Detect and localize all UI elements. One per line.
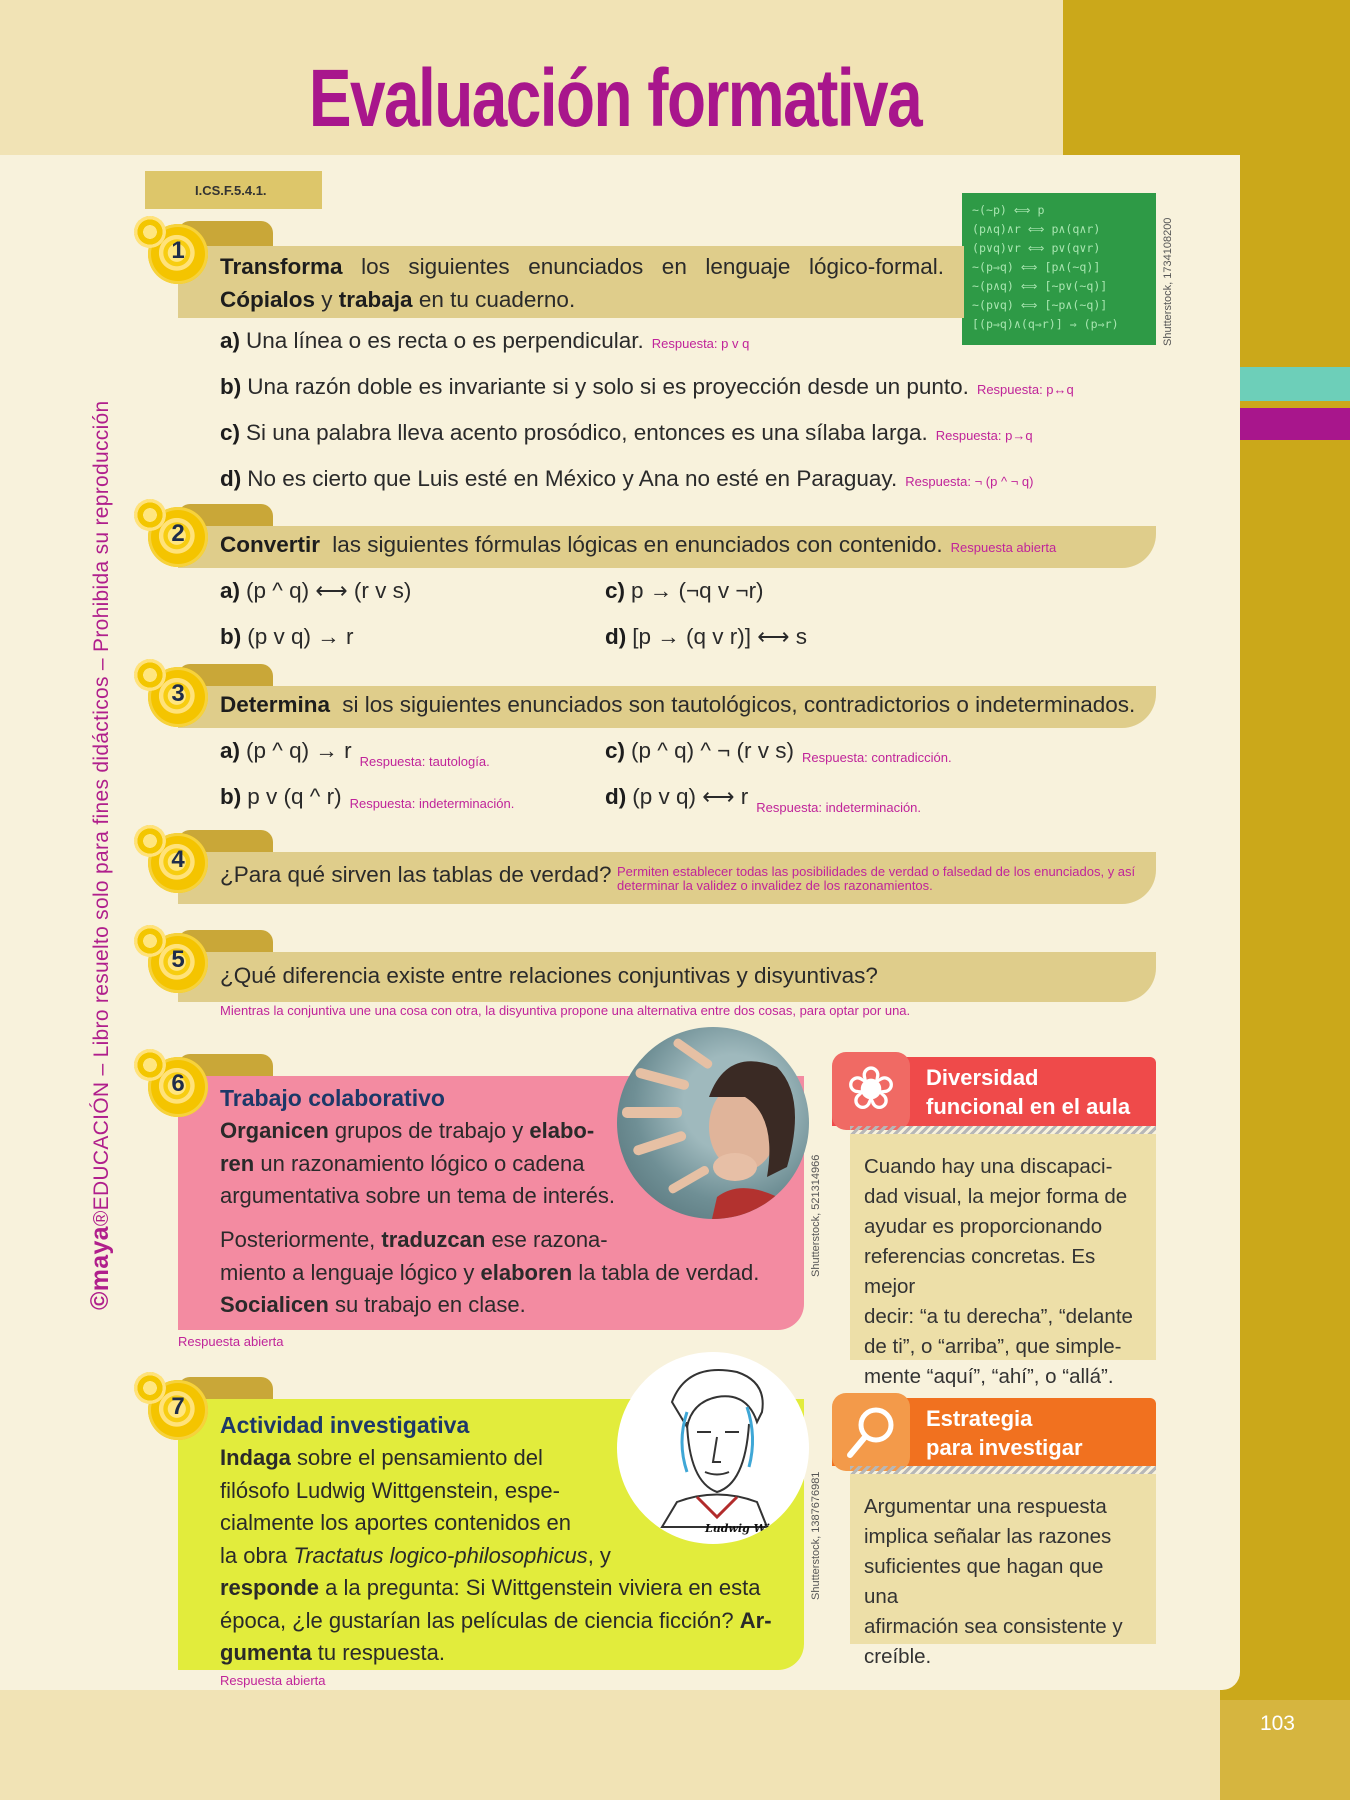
- portrait-caption: Ludwig Witt: [705, 1522, 781, 1535]
- question-3-item-b: b) p v (q ^ r) Respuesta: indeterminación.: [220, 784, 515, 811]
- bottom-strip: [0, 1690, 1220, 1800]
- question-2-text: Convertir las siguientes fórmulas lógicas en enunciados con contenido. Respuesta abierta: [220, 532, 1057, 557]
- question-number-badge: 2: [148, 507, 208, 567]
- magenta-accent-bar: [1240, 408, 1350, 440]
- answer-text: Respuesta: ¬ (p ^ ¬ q): [905, 474, 1034, 489]
- question-3-item-a: a) (p ^ q) → r $_{Respuesta: tautología.}$: [220, 738, 490, 769]
- collaborative-work-paragraph-1: Organicen grupos de trabajo y elabo- ren un razonamiento lógico o cadena argumentativa sobre un tema de interés.: [220, 1118, 616, 1208]
- question-number-badge: 6: [148, 1057, 208, 1117]
- diversity-card-title: Diversidad funcional en el aula: [832, 1057, 1156, 1126]
- mint-accent-bar: [1240, 367, 1350, 401]
- pointing-hands-photo: [617, 1027, 809, 1219]
- question-number-badge: 1: [148, 224, 208, 284]
- question-3-text: Determina si los siguientes enunciados son tautológicos, contradictorios o indeterminados.: [220, 692, 1136, 717]
- answer-text: Respuesta: p v q: [651, 336, 750, 351]
- question-6-answer: Respuesta abierta: [178, 1334, 284, 1349]
- question-7-answer: Respuesta abierta: [220, 1673, 326, 1688]
- question-4-answer: Permiten establecer todas las posibilidades de verdad o falsedad de los enunciados, y así determinar la validez o invalidez de los razonamientos.: [617, 864, 1136, 893]
- photo-credit: Shutterstock, 1734108200: [1162, 217, 1174, 346]
- answer-text: Respuesta: indeterminación.: [756, 800, 922, 815]
- magnifier-icon: [832, 1393, 910, 1471]
- collaborative-work-heading: Trabajo colaborativo: [220, 1085, 445, 1111]
- answer-text: Respuesta: contradicción.: [802, 750, 952, 765]
- question-4-text: ¿Para qué sirven las tablas de verdad?: [220, 862, 612, 887]
- question-2-item-d: d) [p → (q v r)] ⟷ s: [605, 624, 808, 649]
- question-2-item-a: a) (p ^ q) ⟷ (r v s): [220, 578, 412, 603]
- answer-text: Respuesta: tautología.: [359, 754, 490, 769]
- card-shadow-pattern: [850, 1466, 1156, 1474]
- research-activity-heading: Actividad investigativa: [220, 1412, 470, 1438]
- question-3-item-d: d) (p v q) ⟷ r $_{Respuesta: indeterminación.}$: [605, 784, 922, 815]
- question-number-badge: 4: [148, 833, 208, 893]
- indicator-code: I.CS.F.5.4.1.: [145, 171, 322, 209]
- brand-logo-text: ©maya: [86, 1226, 114, 1310]
- collaborative-work-paragraph-2: Posteriormente, traduzcan ese razona- miento a lenguaje lógico y elaboren la tabla de verdad. Socialicen su trabajo en clase.: [220, 1227, 760, 1317]
- question-number-badge: 5: [148, 933, 208, 993]
- question-1-item-a: a) Una línea o es recta o es perpendicular. Respuesta: p v q: [220, 328, 750, 353]
- question-2-item-b: b) (p v q) → r: [220, 624, 354, 649]
- asterisk-flower-icon: ❀: [832, 1052, 910, 1130]
- card-shadow-pattern: [850, 1126, 1156, 1134]
- page-number: 103: [1259, 1712, 1295, 1735]
- research-activity-text: Indaga sobre el pensamiento del filósofo Ludwig Wittgenstein, espe- cialmente los aportes contenidos en la obra Tractatus logico-philosophicus, y responde a la pregunta: Si Wittgenstein viviera en esta época, ¿le gustarían las películas de ciencia ficción? Ar- gumenta tu respuesta.: [220, 1445, 772, 1665]
- answer-text: Respuesta: indeterminación.: [349, 796, 515, 811]
- question-5-text: ¿Qué diferencia existe entre relaciones conjuntivas y disyuntivas?: [220, 963, 878, 988]
- photo-credit: Shutterstock, 521314966: [810, 1154, 822, 1277]
- photo-credit: Shutterstock, 1387676981: [810, 1471, 822, 1600]
- diversity-card-body: Cuando hay una discapaci- dad visual, la mejor forma de ayudar es proporcionando referencias concretas. Es mejor decir: “a tu derecha”, “delante de ti”, o “arriba”, que simple- mente “aquí”, “ahí”, o “allá”.: [850, 1134, 1156, 1360]
- wittgenstein-portrait: [617, 1352, 809, 1544]
- question-1-item-c: c) Si una palabra lleva acento prosódico, entonces es una sílaba larga. Respuesta: p→q: [220, 420, 1033, 445]
- answer-text: Respuesta abierta: [950, 540, 1057, 555]
- page-title: Evaluación formativa: [308, 53, 922, 144]
- question-1-text: Transforma los siguientes enunciados en lenguaje lógico-formal. Cópialos y trabaja en tu cuaderno.: [220, 254, 944, 312]
- answer-text: Respuesta: p↔q: [976, 382, 1074, 397]
- logic-formulas-image: ~(~p) ⟺ p (p∧q)∧r ⟺ p∧(q∧r) (p∨q)∨r ⟺ p∨(q∨r) ~(p⇒q) ⟺ [p∧(~q)] ~(p∧q) ⟺ [~p∨(~q)] ~(p∨q) ⟺ [~p∧(~q)] [(p⇒q)∧(q⇒r)] ⇒ (p⇒r): [962, 193, 1156, 345]
- copyright-vertical-text: ©maya®EDUCACIÓN – Libro resuelto solo para fines didácticos – Prohibida su reproducción: [86, 400, 114, 1310]
- question-number-badge: 7: [148, 1380, 208, 1440]
- question-3-item-c: c) (p ^ q) ^ ¬ (r v s) Respuesta: contradicción.: [605, 738, 952, 765]
- question-2-item-c: c) p → (¬q v ¬r): [605, 578, 764, 603]
- question-1-item-d: d) No es cierto que Luis esté en México y Ana no esté en Paraguay. Respuesta: ¬ (p ^ ¬ q): [220, 466, 1034, 491]
- question-5-answer: Mientras la conjuntiva une una cosa con otra, la disyuntiva propone una alternativa entre dos cosas, para optar por una.: [220, 1003, 911, 1018]
- question-1-item-b: b) Una razón doble es invariante si y solo si es proyección desde un punto. Respuesta: p↔q: [220, 374, 1074, 399]
- answer-text: Respuesta: p→q: [935, 428, 1033, 443]
- strategy-card-body: Argumentar una respuesta implica señalar las razones suficientes que hagan que una afirmación sea consistente y creíble.: [850, 1474, 1156, 1644]
- question-number-badge: 3: [148, 667, 208, 727]
- strategy-card-title: Estrategia para investigar: [832, 1398, 1156, 1466]
